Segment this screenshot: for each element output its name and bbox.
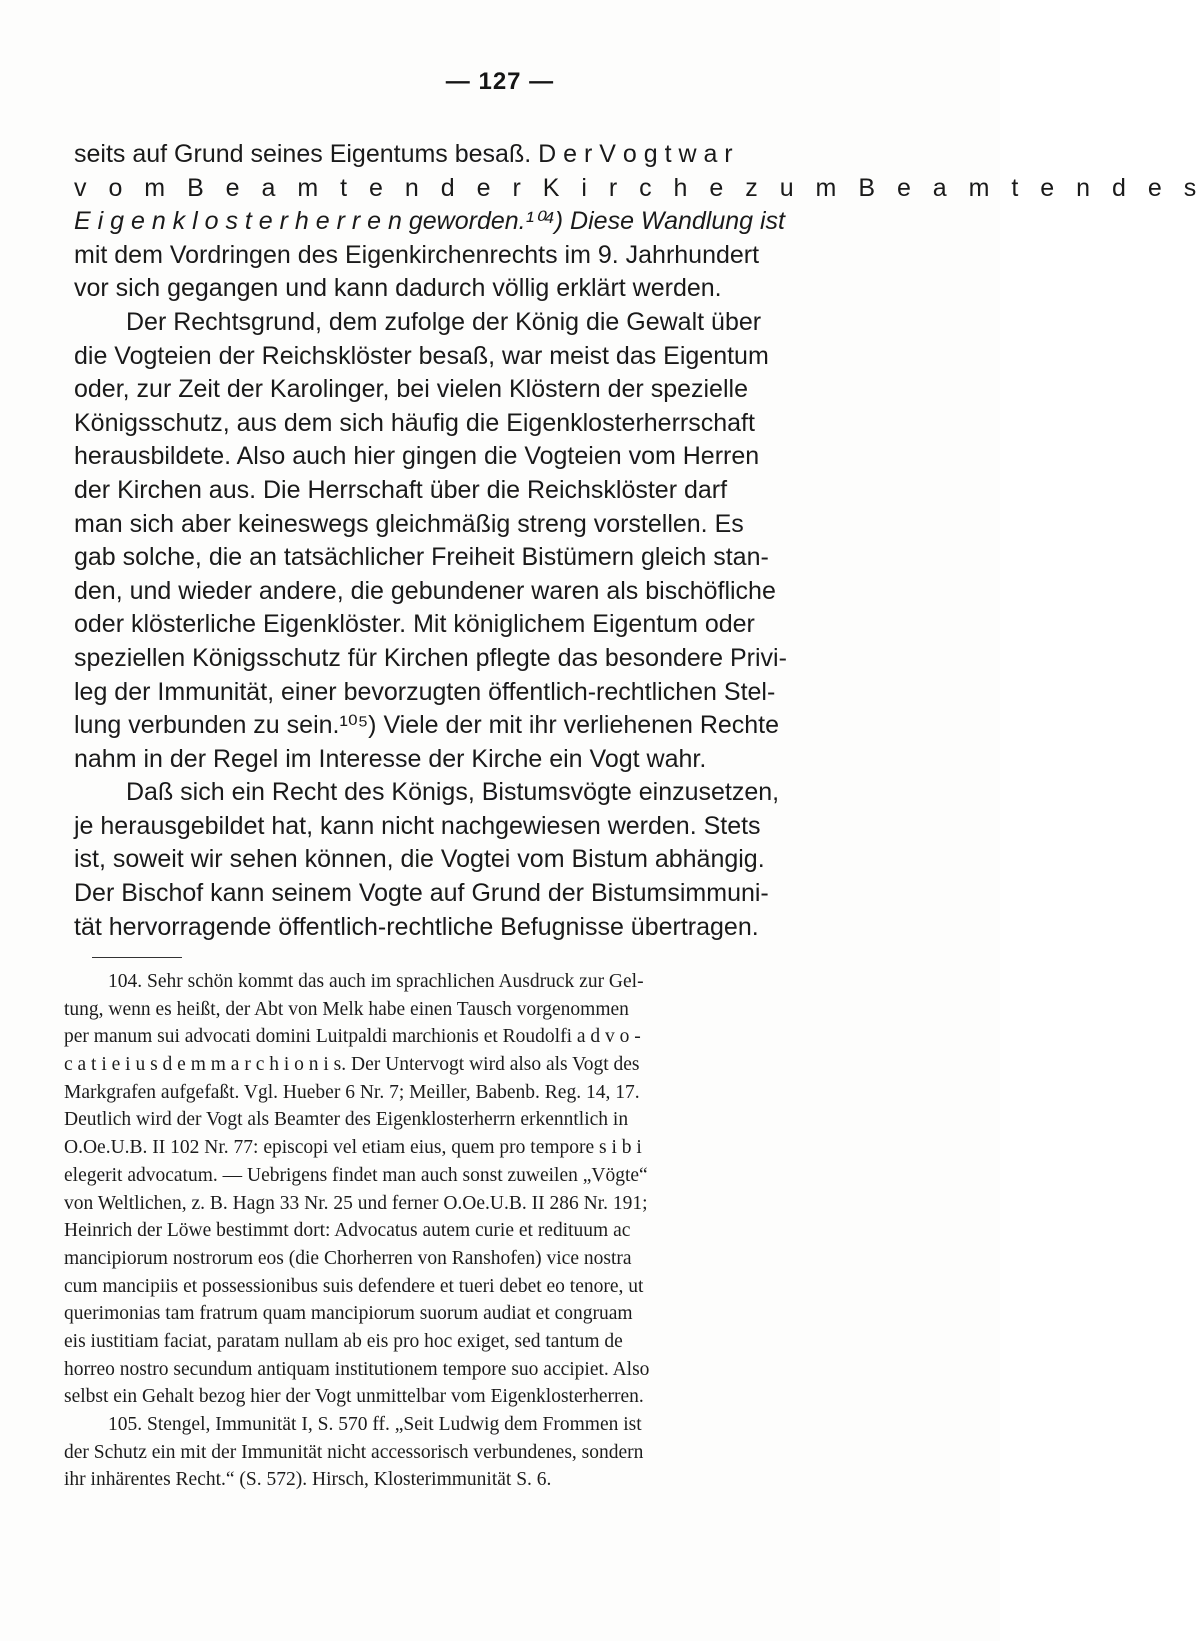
footnote-line: selbst ein Gehalt bezog hier der Vogt unmittelbar vom Eigenklosterherren. bbox=[64, 1386, 644, 1408]
text-line: herausbildete. Also auch hier gingen die Vogteien vom Herren bbox=[74, 442, 760, 471]
footnote-line: per manum sui advocati domini Luitpaldi marchionis et Roudolfi a d v o - bbox=[64, 1026, 641, 1048]
text-line: Der Rechtsgrund, dem zufolge der König die Gewalt über bbox=[126, 307, 762, 336]
footnote-line: eis iustitiam faciat, paratam nullam ab eis pro hoc exiget, sed tantum de bbox=[64, 1330, 623, 1352]
footnote-line: der Schutz ein mit der Immunität nicht accessorisch verbundenes, sondern bbox=[64, 1441, 644, 1463]
footnote-line: querimonias tam fratrum quam mancipiorum suorum audiat et congruam bbox=[64, 1303, 633, 1325]
footnote-line: von Weltlichen, z. B. Hagn 33 Nr. 25 und ferner O.Oe.U.B. II 286 Nr. 191; bbox=[64, 1192, 648, 1214]
footnote-line: c a t i e i u s d e m m a r c h i o n i s. Der Untervogt wird also als Vogt des bbox=[64, 1054, 640, 1076]
text-line: den, und wieder andere, die gebundener waren als bischöfliche bbox=[74, 576, 776, 605]
footnote-line: mancipiorum nostrorum eos (die Chorherren von Ranshofen) vice nostra bbox=[64, 1247, 632, 1269]
text-line: man sich aber keineswegs gleichmäßig streng vorstellen. Es bbox=[74, 509, 744, 538]
text-line: seits auf Grund seines Eigentums besaß. D e r V o g t w a r bbox=[74, 140, 733, 168]
text-line: je herausgebildet hat, kann nicht nachgewiesen werden. Stets bbox=[74, 811, 761, 840]
main-text bbox=[74, 138, 1204, 944]
text-line: der Kirchen aus. Die Herrschaft über die Reichsklöster darf bbox=[74, 475, 728, 504]
footnote-line: tung, wenn es heißt, der Abt von Melk habe einen Tausch vorgenommen bbox=[64, 998, 629, 1020]
text-line: oder, zur Zeit der Karolinger, bei vielen Klöstern der spezielle bbox=[74, 375, 748, 404]
text-line: oder klösterliche Eigenklöster. Mit königlichem Eigentum oder bbox=[74, 610, 755, 639]
text-line: Daß sich ein Recht des Königs, Bistumsvögte einzusetzen, bbox=[126, 778, 780, 807]
text-line: vor sich gegangen und kann dadurch völlig erklärt werden. bbox=[74, 274, 722, 303]
text-line: ist, soweit wir sehen können, die Vogtei vom Bistum abhängig. bbox=[74, 845, 765, 874]
footnote-line: ihr inhärentes Recht.“ (S. 572). Hirsch, Klosterimmunität S. 6. bbox=[64, 1469, 552, 1491]
text-line: mit dem Vordringen des Eigenkirchenrechts im 9. Jahrhundert bbox=[74, 240, 760, 269]
page-number: — 127 — bbox=[445, 68, 555, 95]
text-line: E i g e n k l o s t e r h e r r e n geworden.¹⁰⁴) Diese Wandlung ist bbox=[74, 207, 785, 236]
text-line: die Vogteien der Reichsklöster besaß, war meist das Eigentum bbox=[74, 341, 769, 370]
footnote-line: elegerit advocatum. — Uebrigens findet man auch sonst zuweilen „Vögte“ bbox=[64, 1164, 648, 1186]
footnote-divider bbox=[92, 957, 182, 958]
text-line: Der Bischof kann seinem Vogte auf Grund der Bistumsimmuni- bbox=[74, 879, 769, 908]
text-line: gab solche, die an tatsächlicher Freiheit Bistümern gleich stan- bbox=[74, 543, 769, 572]
footnote-line: cum mancipiis et possessionibus suis defendere et tueri debet eo tenore, ut bbox=[64, 1275, 644, 1297]
text-line: tät hervorragende öffentlich-rechtliche Befugnisse übertragen. bbox=[74, 912, 759, 941]
footnote-line: horreo nostro secundum antiquam institutionem tempore suo accipiet. Also bbox=[64, 1358, 650, 1380]
text-line: Königsschutz, aus dem sich häufig die Eigenklosterherrschaft bbox=[74, 408, 755, 437]
text-line: speziellen Königsschutz für Kirchen pflegte das besondere Privi- bbox=[74, 643, 787, 672]
text-line: nahm in der Regel im Interesse der Kirche ein Vogt wahr. bbox=[74, 744, 707, 773]
text-line: lung verbunden zu sein.¹⁰⁵) Viele der mit ihr verliehenen Rechte bbox=[74, 711, 780, 740]
footnote-line: Heinrich der Löwe bestimmt dort: Advocatus autem curie et redituum ac bbox=[64, 1220, 631, 1242]
footnote-line: Deutlich wird der Vogt als Beamter des Eigenklosterherrn erkenntlich in bbox=[64, 1109, 629, 1131]
footnote-line: 104. Sehr schön kommt das auch im sprachlichen Ausdruck zur Gel- bbox=[108, 971, 644, 992]
footnote-line: O.Oe.U.B. II 102 Nr. 77: episcopi vel etiam eius, quem pro tempore s i b i bbox=[64, 1137, 642, 1159]
text-line: leg der Immunität, einer bevorzugten öffentlich-rechtlichen Stel- bbox=[74, 677, 776, 706]
footnote-line: 105. Stengel, Immunität I, S. 570 ff. „Seit Ludwig dem Frommen ist bbox=[108, 1414, 642, 1435]
footnote-line: Markgrafen aufgefaßt. Vgl. Hueber 6 Nr. 7; Meiller, Babenb. Reg. 14, 17. bbox=[64, 1081, 640, 1103]
text-line: v o m B e a m t e n d e r K i r c h e z u m B e a m t e n d e s bbox=[74, 173, 1204, 202]
footnotes bbox=[64, 968, 876, 1494]
